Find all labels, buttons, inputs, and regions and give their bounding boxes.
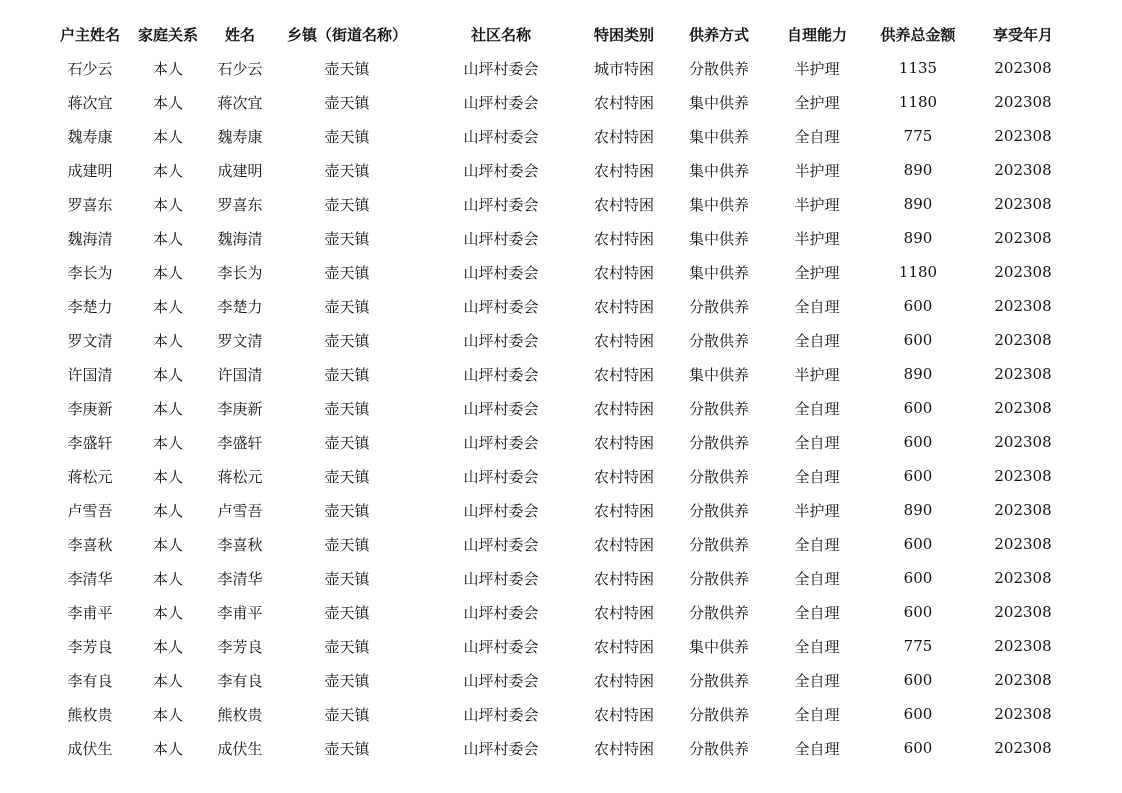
cell-category: 农村特困 bbox=[593, 433, 654, 452]
cell-support-mode: 分散供养 bbox=[688, 739, 749, 758]
cell-township: 壶天镇 bbox=[324, 739, 370, 758]
cell-year-month: 202308 bbox=[994, 433, 1052, 451]
cell-householder: 熊枚贵 bbox=[67, 705, 113, 724]
cell-name: 蒋松元 bbox=[217, 467, 263, 486]
cell-township: 壶天镇 bbox=[324, 195, 370, 214]
cell-township: 壶天镇 bbox=[324, 399, 370, 418]
cell-householder: 魏海清 bbox=[67, 229, 113, 248]
cell-total-amount: 890 bbox=[903, 161, 933, 179]
cell-total-amount: 890 bbox=[903, 195, 933, 213]
cell-category: 农村特困 bbox=[593, 229, 654, 248]
cell-community: 山坪村委会 bbox=[463, 59, 539, 78]
cell-name: 魏海清 bbox=[217, 229, 263, 248]
cell-total-amount: 1180 bbox=[898, 93, 938, 111]
cell-township: 壶天镇 bbox=[324, 433, 370, 452]
cell-community: 山坪村委会 bbox=[463, 127, 539, 146]
cell-householder: 李清华 bbox=[67, 569, 113, 588]
column-header-support-mode: 供养方式 bbox=[688, 25, 749, 44]
cell-householder: 许国清 bbox=[67, 365, 113, 384]
cell-category: 农村特困 bbox=[593, 603, 654, 622]
cell-householder: 李长为 bbox=[67, 263, 113, 282]
cell-total-amount: 890 bbox=[903, 365, 933, 383]
column-header-category: 特困类别 bbox=[593, 25, 654, 44]
cell-self-care: 全自理 bbox=[794, 127, 840, 146]
cell-category: 农村特困 bbox=[593, 93, 654, 112]
cell-householder: 石少云 bbox=[67, 59, 113, 78]
cell-support-mode: 分散供养 bbox=[688, 535, 749, 554]
cell-total-amount: 775 bbox=[903, 127, 933, 145]
cell-householder: 成伏生 bbox=[67, 739, 113, 758]
table-row bbox=[56, 323, 1078, 357]
cell-relation: 本人 bbox=[152, 467, 183, 486]
cell-self-care: 半护理 bbox=[794, 59, 840, 78]
cell-name: 李喜秋 bbox=[217, 535, 263, 554]
cell-support-mode: 集中供养 bbox=[688, 127, 749, 146]
cell-total-amount: 600 bbox=[903, 705, 933, 723]
cell-relation: 本人 bbox=[152, 399, 183, 418]
cell-township: 壶天镇 bbox=[324, 161, 370, 180]
cell-township: 壶天镇 bbox=[324, 603, 370, 622]
column-header-community: 社区名称 bbox=[470, 25, 531, 44]
cell-relation: 本人 bbox=[152, 535, 183, 554]
cell-relation: 本人 bbox=[152, 195, 183, 214]
table-row bbox=[56, 595, 1078, 629]
cell-relation: 本人 bbox=[152, 365, 183, 384]
cell-name: 蒋次宜 bbox=[217, 93, 263, 112]
cell-township: 壶天镇 bbox=[324, 705, 370, 724]
cell-self-care: 全自理 bbox=[794, 399, 840, 418]
cell-self-care: 全自理 bbox=[794, 569, 840, 588]
cell-name: 卢雪吾 bbox=[217, 501, 263, 520]
cell-township: 壶天镇 bbox=[324, 535, 370, 554]
cell-community: 山坪村委会 bbox=[463, 93, 539, 112]
cell-township: 壶天镇 bbox=[324, 297, 370, 316]
cell-name: 成建明 bbox=[217, 161, 263, 180]
cell-self-care: 全护理 bbox=[794, 93, 840, 112]
cell-name: 罗文清 bbox=[217, 331, 263, 350]
cell-self-care: 全自理 bbox=[794, 467, 840, 486]
cell-year-month: 202308 bbox=[994, 127, 1052, 145]
cell-relation: 本人 bbox=[152, 127, 183, 146]
cell-relation: 本人 bbox=[152, 637, 183, 656]
cell-year-month: 202308 bbox=[994, 161, 1052, 179]
table-row bbox=[56, 731, 1078, 765]
cell-year-month: 202308 bbox=[994, 671, 1052, 689]
cell-community: 山坪村委会 bbox=[463, 535, 539, 554]
cell-total-amount: 600 bbox=[903, 433, 933, 451]
cell-support-mode: 分散供养 bbox=[688, 59, 749, 78]
cell-name: 魏寿康 bbox=[217, 127, 263, 146]
cell-year-month: 202308 bbox=[994, 501, 1052, 519]
table-row bbox=[56, 357, 1078, 391]
cell-relation: 本人 bbox=[152, 569, 183, 588]
cell-category: 城市特困 bbox=[593, 59, 654, 78]
cell-self-care: 半护理 bbox=[794, 161, 840, 180]
cell-category: 农村特困 bbox=[593, 365, 654, 384]
column-header-township: 乡镇（街道名称） bbox=[286, 25, 407, 44]
cell-support-mode: 集中供养 bbox=[688, 263, 749, 282]
cell-name: 成伏生 bbox=[217, 739, 263, 758]
cell-support-mode: 分散供养 bbox=[688, 433, 749, 452]
cell-total-amount: 890 bbox=[903, 229, 933, 247]
cell-category: 农村特困 bbox=[593, 297, 654, 316]
cell-year-month: 202308 bbox=[994, 195, 1052, 213]
cell-community: 山坪村委会 bbox=[463, 229, 539, 248]
cell-township: 壶天镇 bbox=[324, 127, 370, 146]
cell-name: 李芳良 bbox=[217, 637, 263, 656]
cell-householder: 蒋松元 bbox=[67, 467, 113, 486]
cell-name: 李有良 bbox=[217, 671, 263, 690]
table-row bbox=[56, 119, 1078, 153]
table-header bbox=[56, 17, 1078, 51]
cell-support-mode: 集中供养 bbox=[688, 637, 749, 656]
cell-category: 农村特困 bbox=[593, 535, 654, 554]
cell-year-month: 202308 bbox=[994, 229, 1052, 247]
cell-township: 壶天镇 bbox=[324, 93, 370, 112]
cell-self-care: 全自理 bbox=[794, 739, 840, 758]
cell-relation: 本人 bbox=[152, 433, 183, 452]
cell-year-month: 202308 bbox=[994, 535, 1052, 553]
cell-category: 农村特困 bbox=[593, 331, 654, 350]
cell-self-care: 全护理 bbox=[794, 263, 840, 282]
cell-total-amount: 775 bbox=[903, 637, 933, 655]
table-row bbox=[56, 527, 1078, 561]
cell-community: 山坪村委会 bbox=[463, 365, 539, 384]
cell-name: 许国清 bbox=[217, 365, 263, 384]
table-row bbox=[56, 153, 1078, 187]
cell-township: 壶天镇 bbox=[324, 671, 370, 690]
cell-community: 山坪村委会 bbox=[463, 331, 539, 350]
cell-name: 李盛轩 bbox=[217, 433, 263, 452]
cell-householder: 李甫平 bbox=[67, 603, 113, 622]
table-body bbox=[56, 51, 1078, 765]
cell-category: 农村特困 bbox=[593, 263, 654, 282]
column-header-self-care: 自理能力 bbox=[786, 25, 847, 44]
cell-category: 农村特困 bbox=[593, 127, 654, 146]
table-row bbox=[56, 391, 1078, 425]
cell-total-amount: 600 bbox=[903, 331, 933, 349]
cell-total-amount: 600 bbox=[903, 671, 933, 689]
table-row bbox=[56, 255, 1078, 289]
cell-name: 熊枚贵 bbox=[217, 705, 263, 724]
cell-total-amount: 600 bbox=[903, 467, 933, 485]
cell-self-care: 半护理 bbox=[794, 229, 840, 248]
cell-self-care: 全自理 bbox=[794, 433, 840, 452]
table-row bbox=[56, 51, 1078, 85]
cell-relation: 本人 bbox=[152, 603, 183, 622]
cell-year-month: 202308 bbox=[994, 603, 1052, 621]
cell-self-care: 半护理 bbox=[794, 501, 840, 520]
table-row bbox=[56, 187, 1078, 221]
cell-category: 农村特困 bbox=[593, 569, 654, 588]
cell-self-care: 全自理 bbox=[794, 603, 840, 622]
column-header-total-amount: 供养总金额 bbox=[880, 25, 956, 44]
cell-householder: 魏寿康 bbox=[67, 127, 113, 146]
assistance-roster-table bbox=[56, 17, 1078, 765]
cell-category: 农村特困 bbox=[593, 501, 654, 520]
cell-self-care: 半护理 bbox=[794, 365, 840, 384]
cell-category: 农村特困 bbox=[593, 739, 654, 758]
table-row bbox=[56, 493, 1078, 527]
cell-self-care: 全自理 bbox=[794, 297, 840, 316]
cell-support-mode: 分散供养 bbox=[688, 467, 749, 486]
cell-community: 山坪村委会 bbox=[463, 705, 539, 724]
table-row bbox=[56, 425, 1078, 459]
cell-self-care: 全自理 bbox=[794, 637, 840, 656]
cell-self-care: 全自理 bbox=[794, 535, 840, 554]
cell-name: 李甫平 bbox=[217, 603, 263, 622]
cell-name: 李清华 bbox=[217, 569, 263, 588]
cell-community: 山坪村委会 bbox=[463, 603, 539, 622]
cell-self-care: 全自理 bbox=[794, 705, 840, 724]
cell-total-amount: 600 bbox=[903, 739, 933, 757]
cell-support-mode: 分散供养 bbox=[688, 671, 749, 690]
cell-relation: 本人 bbox=[152, 671, 183, 690]
cell-township: 壶天镇 bbox=[324, 229, 370, 248]
cell-year-month: 202308 bbox=[994, 467, 1052, 485]
table-row bbox=[56, 221, 1078, 255]
cell-total-amount: 600 bbox=[903, 603, 933, 621]
cell-township: 壶天镇 bbox=[324, 365, 370, 384]
cell-support-mode: 分散供养 bbox=[688, 569, 749, 588]
table-row bbox=[56, 561, 1078, 595]
cell-year-month: 202308 bbox=[994, 93, 1052, 111]
cell-community: 山坪村委会 bbox=[463, 297, 539, 316]
column-header-relation: 家庭关系 bbox=[137, 25, 198, 44]
cell-community: 山坪村委会 bbox=[463, 433, 539, 452]
cell-householder: 卢雪吾 bbox=[67, 501, 113, 520]
cell-relation: 本人 bbox=[152, 297, 183, 316]
table-row bbox=[56, 663, 1078, 697]
cell-total-amount: 600 bbox=[903, 297, 933, 315]
cell-householder: 李盛轩 bbox=[67, 433, 113, 452]
cell-year-month: 202308 bbox=[994, 705, 1052, 723]
cell-self-care: 全自理 bbox=[794, 671, 840, 690]
cell-support-mode: 分散供养 bbox=[688, 501, 749, 520]
cell-year-month: 202308 bbox=[994, 739, 1052, 757]
column-header-year-month: 享受年月 bbox=[992, 25, 1053, 44]
cell-community: 山坪村委会 bbox=[463, 399, 539, 418]
cell-category: 农村特困 bbox=[593, 195, 654, 214]
cell-community: 山坪村委会 bbox=[463, 161, 539, 180]
table-row bbox=[56, 697, 1078, 731]
table-row bbox=[56, 459, 1078, 493]
cell-name: 李庚新 bbox=[217, 399, 263, 418]
cell-year-month: 202308 bbox=[994, 365, 1052, 383]
cell-relation: 本人 bbox=[152, 501, 183, 520]
cell-support-mode: 分散供养 bbox=[688, 399, 749, 418]
cell-township: 壶天镇 bbox=[324, 637, 370, 656]
cell-year-month: 202308 bbox=[994, 59, 1052, 77]
cell-householder: 李喜秋 bbox=[67, 535, 113, 554]
cell-year-month: 202308 bbox=[994, 399, 1052, 417]
cell-householder: 成建明 bbox=[67, 161, 113, 180]
cell-support-mode: 分散供养 bbox=[688, 705, 749, 724]
cell-relation: 本人 bbox=[152, 161, 183, 180]
cell-householder: 蒋次宜 bbox=[67, 93, 113, 112]
cell-township: 壶天镇 bbox=[324, 331, 370, 350]
cell-category: 农村特困 bbox=[593, 399, 654, 418]
cell-relation: 本人 bbox=[152, 739, 183, 758]
cell-relation: 本人 bbox=[152, 93, 183, 112]
table-row bbox=[56, 85, 1078, 119]
cell-community: 山坪村委会 bbox=[463, 637, 539, 656]
cell-year-month: 202308 bbox=[994, 297, 1052, 315]
cell-householder: 罗喜东 bbox=[67, 195, 113, 214]
cell-householder: 李楚力 bbox=[67, 297, 113, 316]
cell-year-month: 202308 bbox=[994, 263, 1052, 281]
cell-category: 农村特困 bbox=[593, 637, 654, 656]
header-row bbox=[56, 17, 1078, 51]
cell-community: 山坪村委会 bbox=[463, 671, 539, 690]
cell-total-amount: 890 bbox=[903, 501, 933, 519]
cell-support-mode: 集中供养 bbox=[688, 161, 749, 180]
cell-name: 罗喜东 bbox=[217, 195, 263, 214]
cell-name: 李长为 bbox=[217, 263, 263, 282]
cell-community: 山坪村委会 bbox=[463, 739, 539, 758]
cell-self-care: 全自理 bbox=[794, 331, 840, 350]
cell-category: 农村特困 bbox=[593, 671, 654, 690]
cell-total-amount: 600 bbox=[903, 535, 933, 553]
cell-total-amount: 600 bbox=[903, 399, 933, 417]
table-row bbox=[56, 629, 1078, 663]
cell-householder: 李芳良 bbox=[67, 637, 113, 656]
cell-community: 山坪村委会 bbox=[463, 467, 539, 486]
cell-support-mode: 集中供养 bbox=[688, 195, 749, 214]
cell-support-mode: 集中供养 bbox=[688, 365, 749, 384]
cell-township: 壶天镇 bbox=[324, 569, 370, 588]
cell-name: 石少云 bbox=[217, 59, 263, 78]
cell-self-care: 半护理 bbox=[794, 195, 840, 214]
cell-total-amount: 1180 bbox=[898, 263, 938, 281]
cell-householder: 李有良 bbox=[67, 671, 113, 690]
cell-township: 壶天镇 bbox=[324, 263, 370, 282]
column-header-householder: 户主姓名 bbox=[59, 25, 120, 44]
cell-township: 壶天镇 bbox=[324, 467, 370, 486]
cell-category: 农村特困 bbox=[593, 161, 654, 180]
cell-householder: 罗文清 bbox=[67, 331, 113, 350]
cell-relation: 本人 bbox=[152, 331, 183, 350]
cell-support-mode: 分散供养 bbox=[688, 331, 749, 350]
cell-community: 山坪村委会 bbox=[463, 501, 539, 520]
cell-support-mode: 分散供养 bbox=[688, 603, 749, 622]
cell-township: 壶天镇 bbox=[324, 501, 370, 520]
cell-support-mode: 集中供养 bbox=[688, 229, 749, 248]
cell-township: 壶天镇 bbox=[324, 59, 370, 78]
cell-support-mode: 分散供养 bbox=[688, 297, 749, 316]
cell-category: 农村特困 bbox=[593, 467, 654, 486]
cell-category: 农村特困 bbox=[593, 705, 654, 724]
cell-relation: 本人 bbox=[152, 705, 183, 724]
cell-year-month: 202308 bbox=[994, 637, 1052, 655]
cell-total-amount: 600 bbox=[903, 569, 933, 587]
cell-total-amount: 1135 bbox=[898, 59, 938, 77]
cell-community: 山坪村委会 bbox=[463, 263, 539, 282]
cell-community: 山坪村委会 bbox=[463, 195, 539, 214]
cell-name: 李楚力 bbox=[217, 297, 263, 316]
cell-relation: 本人 bbox=[152, 59, 183, 78]
cell-relation: 本人 bbox=[152, 263, 183, 282]
cell-householder: 李庚新 bbox=[67, 399, 113, 418]
cell-support-mode: 集中供养 bbox=[688, 93, 749, 112]
cell-year-month: 202308 bbox=[994, 569, 1052, 587]
table-row bbox=[56, 289, 1078, 323]
column-header-name: 姓名 bbox=[224, 25, 255, 44]
cell-relation: 本人 bbox=[152, 229, 183, 248]
cell-year-month: 202308 bbox=[994, 331, 1052, 349]
cell-community: 山坪村委会 bbox=[463, 569, 539, 588]
